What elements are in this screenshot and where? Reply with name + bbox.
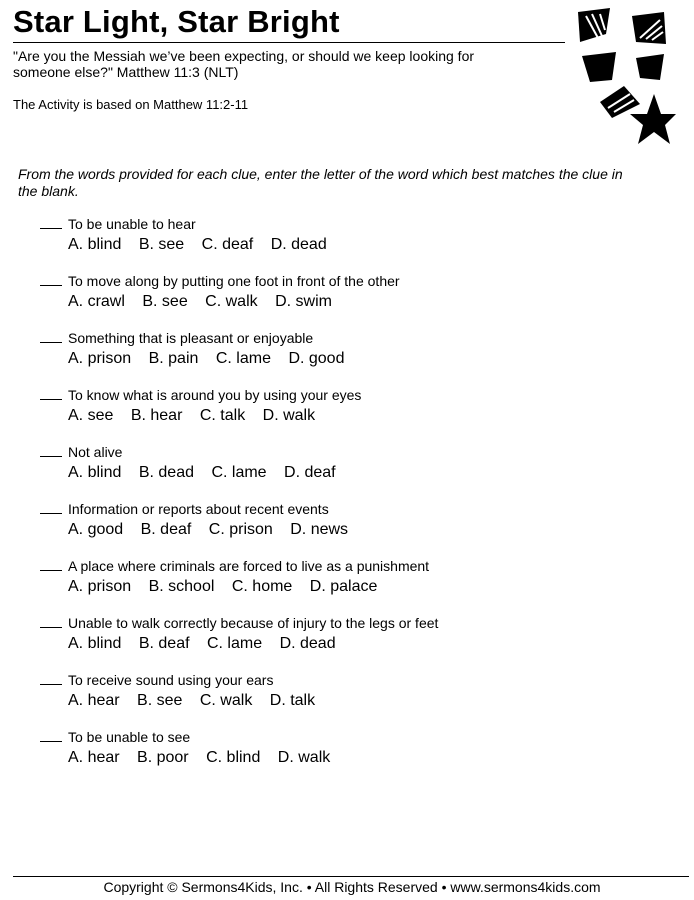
answer-options <box>68 520 361 540</box>
option-c: C. lame <box>206 635 263 652</box>
option-a: A. prison <box>68 350 132 367</box>
answer-blank[interactable] <box>40 570 62 571</box>
option-b: B. see <box>137 692 183 709</box>
option-b: B. pain <box>148 350 199 367</box>
answer-blank[interactable] <box>40 684 62 685</box>
option-a: A. good <box>68 521 124 538</box>
option-d: D. dead <box>279 635 336 652</box>
option-b: B. school <box>148 578 215 595</box>
option-c: C. lame <box>215 350 271 367</box>
option-c: C. walk <box>205 293 258 310</box>
option-d: D. good <box>288 350 345 367</box>
option-c: C. prison <box>208 521 273 538</box>
page-title: Star Light, Star Bright <box>13 4 340 39</box>
option-d: D. news <box>290 521 349 538</box>
answer-options <box>68 406 328 426</box>
answer-options <box>68 235 340 255</box>
answer-blank[interactable] <box>40 627 62 628</box>
option-a: A. hear <box>68 749 120 766</box>
option-a: A. blind <box>68 635 122 652</box>
question-clue: To be unable to hear <box>68 216 196 232</box>
question-clue: To know what is around you by using your eyes <box>68 387 362 403</box>
option-c: C. walk <box>199 692 253 709</box>
answer-options <box>68 748 343 768</box>
option-d: D. walk <box>262 407 316 424</box>
option-b: B. see <box>138 236 185 253</box>
footer-divider <box>13 876 689 877</box>
answer-options <box>68 349 357 369</box>
option-a: A. prison <box>68 578 132 595</box>
option-b: B. dead <box>138 464 194 481</box>
activity-reference: The Activity is based on Matthew 11:2-11 <box>13 97 249 112</box>
option-c: C. deaf <box>201 236 254 253</box>
answer-options <box>68 691 328 711</box>
question-clue: Information or reports about recent events <box>68 501 329 517</box>
option-d: D. palace <box>309 578 378 595</box>
question-clue: To be unable to see <box>68 729 191 745</box>
option-b: B. deaf <box>140 521 192 538</box>
option-b: B. see <box>142 293 188 310</box>
answer-blank[interactable] <box>40 342 62 343</box>
option-d: D. talk <box>269 692 316 709</box>
question-clue: Not alive <box>68 444 123 460</box>
answer-blank[interactable] <box>40 399 62 400</box>
question-clue: To receive sound using your ears <box>68 672 274 688</box>
copyright-footer: Copyright © Sermons4Kids, Inc. • All Rights Reserved • www.sermons4kids.com <box>103 879 601 895</box>
answer-options <box>68 577 390 597</box>
option-d: D. dead <box>270 236 327 253</box>
option-a: A. see <box>68 407 114 424</box>
answer-blank[interactable] <box>40 228 62 229</box>
answer-options <box>68 292 345 312</box>
option-c: C. lame <box>211 464 267 481</box>
option-a: A. blind <box>68 464 122 481</box>
question-clue: A place where criminals are forced to live as a punishment <box>68 558 430 574</box>
answer-blank[interactable] <box>40 513 62 514</box>
question-clue: To move along by putting one foot in front of the other <box>68 273 400 289</box>
option-c: C. talk <box>199 407 246 424</box>
option-a: A. crawl <box>68 293 125 310</box>
answer-options <box>68 463 349 483</box>
answer-options <box>68 634 349 654</box>
star-icon <box>576 8 676 148</box>
option-b: B. hear <box>130 407 183 424</box>
option-b: B. deaf <box>138 635 190 652</box>
question-clue: Something that is pleasant or enjoyable <box>68 330 314 346</box>
answer-blank[interactable] <box>40 456 62 457</box>
scripture-verse: "Are you the Messiah we’ve been expecting, or should we keep looking for someone else?" Matthew 11:3 (NLT) <box>13 48 475 80</box>
option-d: D. walk <box>277 749 331 766</box>
answer-blank[interactable] <box>40 285 62 286</box>
option-c: C. blind <box>206 749 261 766</box>
option-d: D. deaf <box>284 464 336 481</box>
question-clue: Unable to walk correctly because of injury to the legs or feet <box>68 615 439 631</box>
option-c: C. home <box>231 578 293 595</box>
option-a: A. hear <box>68 692 120 709</box>
answer-blank[interactable] <box>40 741 62 742</box>
title-divider <box>13 42 565 43</box>
option-b: B. poor <box>137 749 189 766</box>
instructions: From the words provided for each clue, enter the letter of the word which best matches the clue in the blank. <box>18 166 623 199</box>
option-d: D. swim <box>275 293 332 310</box>
option-a: A. blind <box>68 236 122 253</box>
